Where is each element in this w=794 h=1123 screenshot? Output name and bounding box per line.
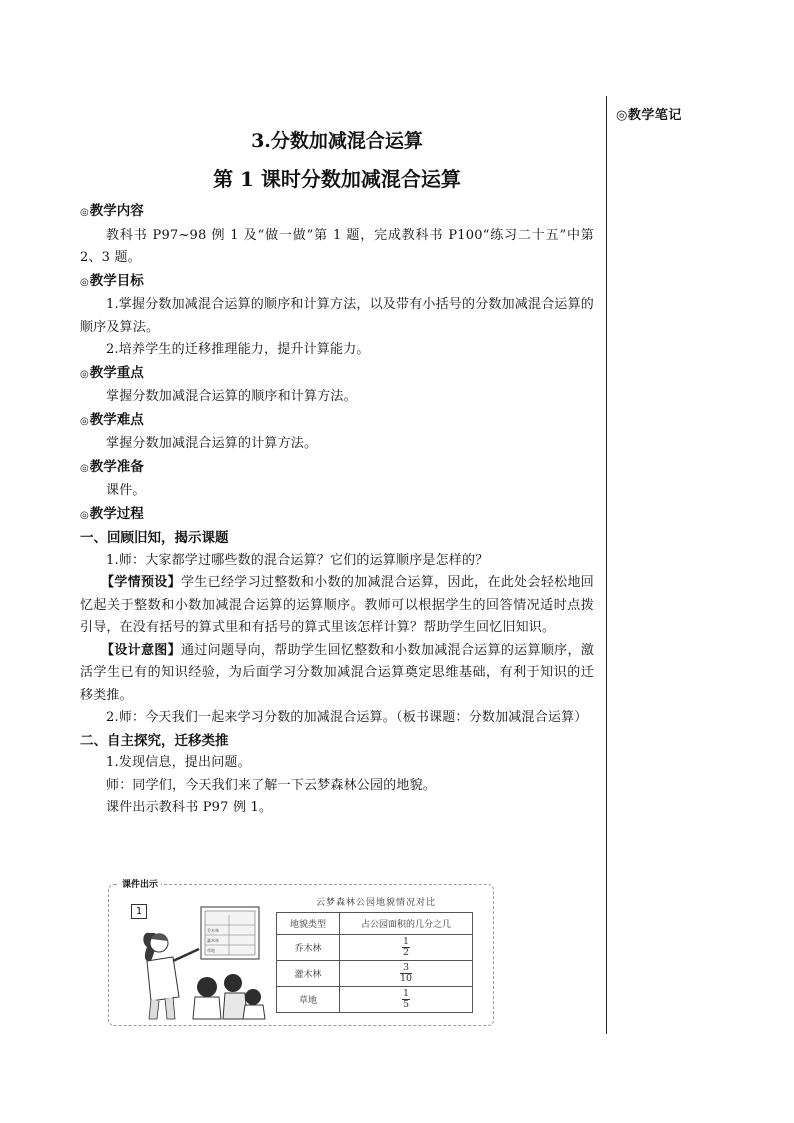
margin-divider [606,96,607,1034]
table-row [277,987,473,1013]
part2-step-1: 1.发现信息，提出问题。 [106,755,251,770]
main-content [80,126,594,820]
header-fraction: 占公园面积的几分之几 [340,913,473,935]
board-row-2: 灌木林 [207,938,219,943]
content-text: 教科书 P97~98 例 1 及“做一做”第 1 题，完成教科书 P100“练习二十五”中第 2、3 题。 [80,227,594,265]
courseware-figure [108,880,494,1026]
table-header-row [277,913,473,935]
part2-heading: 二、自主探究，迁移类推 [80,732,229,749]
classroom-illustration [129,901,279,1021]
landform-table [276,912,473,1013]
key-text: 掌握分数加减混合运算的顺序和计算方法。 [106,389,357,404]
row-fraction: $\frac{1}{5}$ [340,987,473,1013]
part2-teacher-line: 师：同学们，今天我们来了解一下云梦森林公园的地貌。 [106,777,437,793]
difficult-text: 掌握分数加减混合运算的计算方法。 [106,436,318,451]
part1-design: 【设计意图】通过问题导向，帮助学生回忆整数和小数加减混合运算的运算顺序，激活学生已有的知识经验，为后面学习分数加减混合运算奠定思维基础，有利于知识的迁移类推。 [80,642,594,703]
part1-heading: 一、回顾旧知，揭示课题 [80,530,229,546]
section-heading-content: ◎教学内容 [80,203,144,219]
board-row-1: 乔木林 [207,928,219,933]
row-fraction: $\frac{3}{10}$ [340,961,473,987]
part1-preview: 【学情预设】学生已经学习过整数和小数的加减混合运算，因此，在此处会轻松地回忆起关于整数和小数加减混合运算的运算顺序。教师可以根据学生的回答情况适时点拨引导，在没有括号的算式里和有括号的算式里该怎样计算？帮助学生回忆旧知识。 [80,575,594,635]
goal-2: 2.培养学生的迁移推理能力，提升计算能力。 [106,342,370,357]
section-heading-prep: ◎教学准备 [80,458,144,475]
table-title: 云梦森林公园地貌情况对比 [315,898,436,908]
preview-tag: 【学情预设】 [101,575,181,590]
figure-label: 课件出示 [119,877,161,890]
design-tag: 【设计意图】 [101,642,181,658]
row-type: 草地 [277,987,340,1013]
section-heading-key: ◎教学重点 [80,364,144,381]
part1-question-1: 1.师：大家都学过哪些数的混合运算？它们的运算顺序是怎样的？ [106,552,489,568]
goal-1: 1.掌握分数加减混合运算的顺序和计算方法，以及带有小括号的分数加减混合运算的顺序及算法。 [80,297,595,335]
table-row [277,961,473,987]
row-type: 灌木林 [277,961,340,987]
part2-courseware: 课件出示教科书 P97 例 1。 [106,800,273,815]
teaching-notes-label: ◎教学笔记 [616,108,682,123]
lesson-title: 3.分数加减混合运算 [251,130,423,152]
section-heading-difficult: ◎教学难点 [80,411,144,428]
part1-question-2: 2.师：今天我们一起来学习分数的加减混合运算。（板书课题：分数加减混合运算） [106,710,588,725]
section-heading-process: ◎教学过程 [80,505,144,522]
header-type: 地貌类型 [277,913,340,935]
row-fraction: $\frac{1}{2}$ [340,935,473,961]
row-type: 乔木林 [277,935,340,961]
board-row-3: 草地 [207,948,215,953]
example-number: 1 [131,904,147,919]
section-heading-goals: ◎教学目标 [80,272,144,289]
prep-text: 课件。 [106,483,146,498]
table-row [277,935,473,961]
lesson-subtitle: 第 1 课时分数加减混合运算 [213,167,461,191]
